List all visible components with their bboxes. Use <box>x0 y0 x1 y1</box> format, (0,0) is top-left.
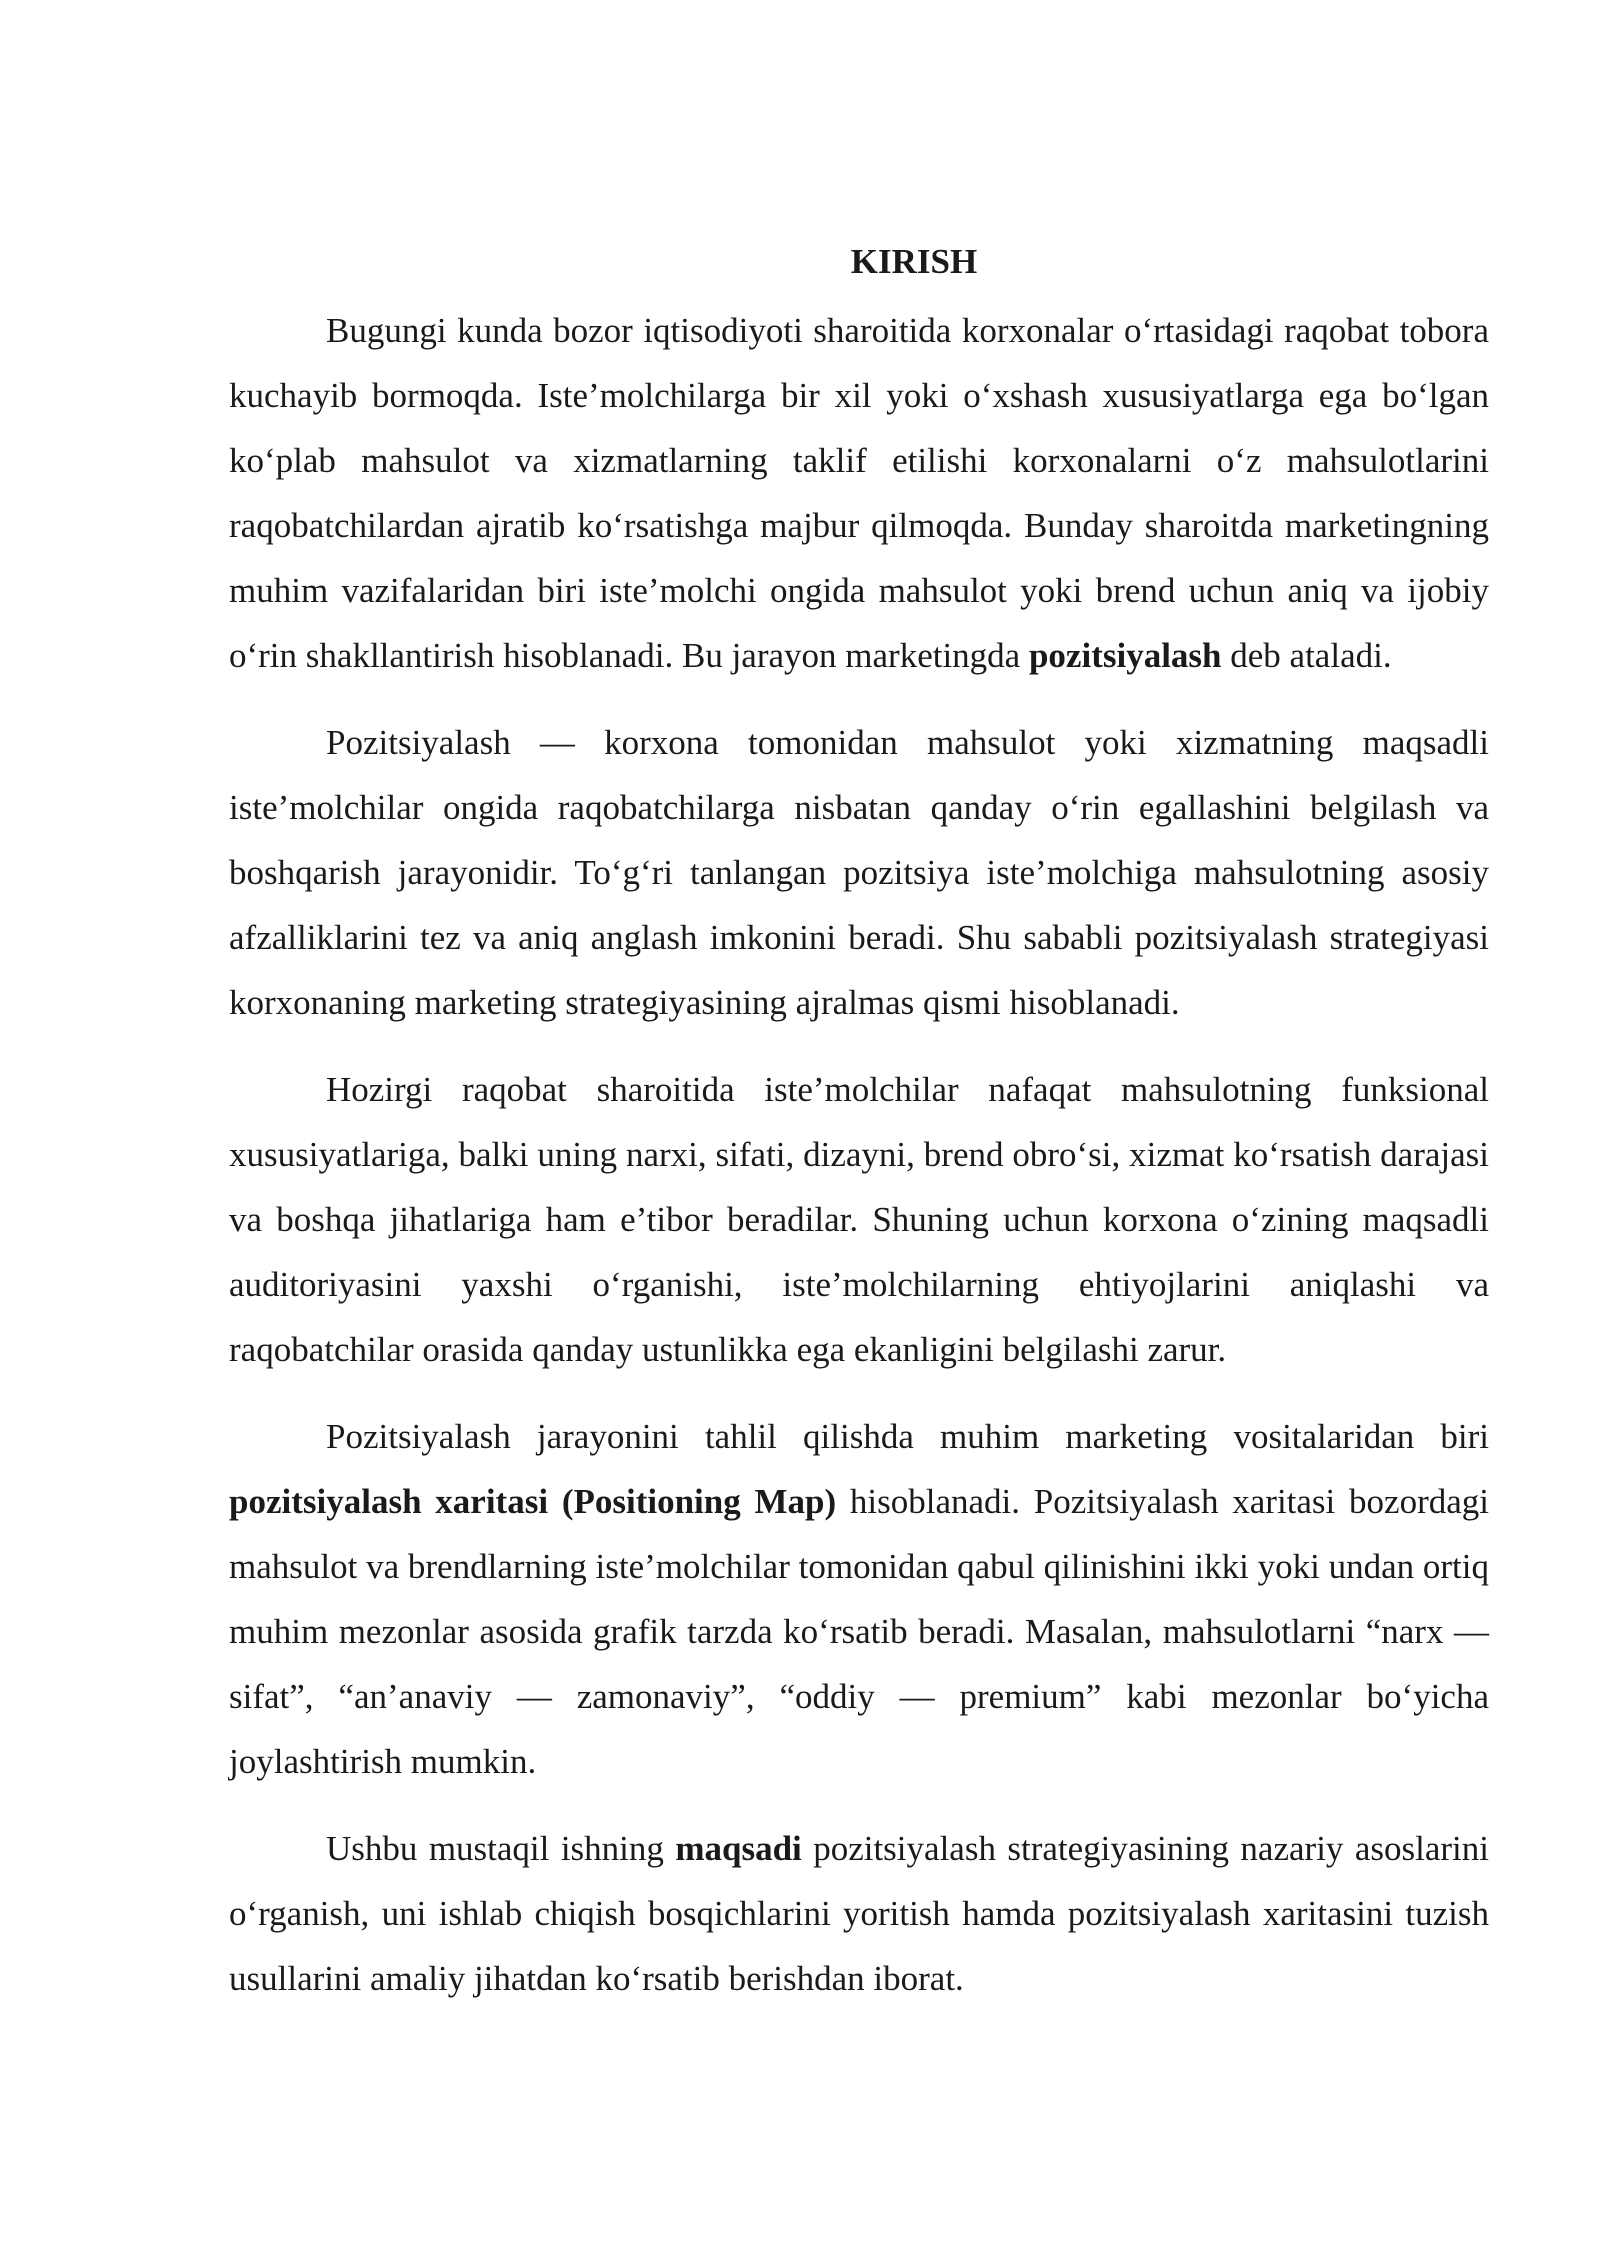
paragraph-4-text-a: Pozitsiyalash jarayonini tahlil qilishda muhim marketing vositalaridan biri <box>326 1417 1489 1456</box>
paragraph-2: Pozitsiyalash — korxona tomonidan mahsulot yoki xizmatning maqsadli iste’molchilar ongida raqobatchilarga nisbatan qanday o‘rin egallashini belgilash va boshqarish jarayonidir. To‘g‘ri tanlangan pozitsiya iste’molchiga mahsulotning asosiy afzalliklarini tez va aniq anglash imkonini beradi. Shu sababli pozitsiyalash strategiyasi korxonaning marketing strategiyasining ajralmas qismi hisoblanadi. <box>229 723 1489 1022</box>
paragraph-5-text-a: Ushbu mustaqil ishning <box>326 1829 676 1868</box>
paragraph-5-text-b: pozitsiyalash strategiyasining nazariy asoslarini o‘rganish, uni ishlab chiqish bosqichlarini yoritish hamda pozitsiyalash xaritasini tuzish usullarini amaliy jihatdan ko‘rsatib berishdan iborat. <box>229 1829 1489 1998</box>
section-heading: KIRISH <box>850 242 978 281</box>
document-body <box>229 234 1489 2011</box>
paragraph-1-text-b: deb ataladi. <box>1221 636 1392 675</box>
paragraph-1-text-a: Bugungi kunda bozor iqtisodiyoti sharoitida korxonalar o‘rtasidagi raqobat tobora kuchayib bormoqda. Iste’molchilarga bir xil yoki o‘xshash xususiyatlarga ega bo‘lgan ko‘plab mahsulot va xizmatlarning taklif etilishi korxonalarni o‘z mahsulotlarini raqobatchilardan ajratib ko‘rsatishga majbur qilmoqda. Bunday sharoitda marketingning muhim vazifalaridan biri iste’molchi ongida mahsulot yoki brend uchun aniq va ijobiy o‘rin shakllantirish hisoblanadi. Bu jarayon marketingda <box>229 311 1489 675</box>
paragraph-1-bold-term: pozitsiyalash <box>1028 636 1222 675</box>
paragraph-3: Hozirgi raqobat sharoitida iste’molchilar nafaqat mahsulotning funksional xususiyatlariga, balki uning narxi, sifati, dizayni, brend obro‘si, xizmat ko‘rsatish darajasi va boshqa jihatlariga ham e’tibor beradilar. Shuning uchun korxona o‘zining maqsadli auditoriyasini yaxshi o‘rganishi, iste’molchilarning ehtiyojlarini aniqlashi va raqobatchilar orasida qanday ustunlikka ega ekanligini belgilashi zarur. <box>229 1070 1489 1369</box>
paragraph-5 <box>229 1816 1489 2011</box>
paragraph-4-bold-term: pozitsiyalash xaritasi (Positioning Map) <box>229 1482 837 1521</box>
paragraph-4 <box>229 1404 1489 1794</box>
paragraph-1 <box>229 298 1489 688</box>
paragraph-4-text-b: hisoblanadi. Pozitsiyalash xaritasi bozordagi mahsulot va brendlarning iste’molchilar tomonidan qabul qilinishini ikki yoki undan ortiq muhim mezonlar asosida grafik tarzda ko‘rsatib beradi. Masalan, mahsulotlarni “narx — sifat”, “an’anaviy — zamonaviy”, “oddiy — premium” kabi mezonlar bo‘yicha joylashtirish mumkin. <box>229 1482 1489 1781</box>
paragraph-5-bold-term: maqsadi <box>675 1829 802 1868</box>
